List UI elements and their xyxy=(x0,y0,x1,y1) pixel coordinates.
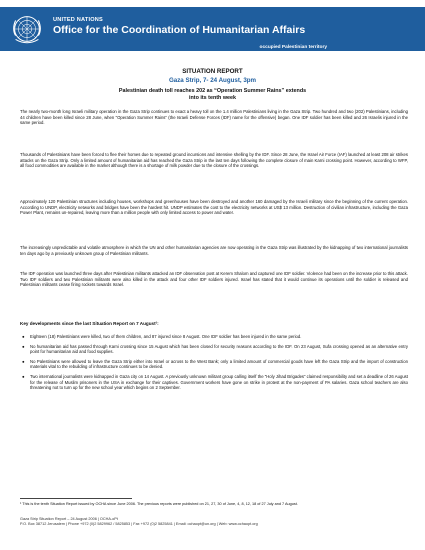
paragraph-2: Thousands of Palestinians have been forced to flee their homes due to repeated ground incursions and intensive shelling by the IDF. Since 28 June, the Israel Air Force (IAF) launched at least 208 air strikes attacks on the Gaza Strip. Only a limited amount of humanitarian aid has reached the Gaza Strip in the last ten days following the complete closure of main Karni crossing point. However, according to WFP, all food commodities are available in the market although there is a shortage of milk powder due to the closure of the crossings. xyxy=(20,152,408,169)
org-name: UNITED NATIONS xyxy=(53,17,103,23)
developments-heading: Key developments since the last Situation Report on 7 August¹: xyxy=(20,321,159,326)
header-banner xyxy=(0,7,425,51)
footnote-divider xyxy=(20,498,132,499)
list-item xyxy=(20,334,408,340)
bullet-icon: ● xyxy=(22,343,25,349)
paragraph-5: The IDF operation was launched three days after Palestinian militants attacked an IDF observation post at Kerem Shalom and captured one IDF soldier. Violence had been on the increase prior to this attack. Two IDF soldiers and two Palestinian militants were also killed in the attack and four other IDF soldiers injured. Israel has stated that it would continue its operations until the soldier is released and Palestinian militants cease firing rockets towards Israel. xyxy=(20,271,408,288)
list-item xyxy=(20,359,408,370)
office-name: Office for the Coordination of Humanitarian Affairs xyxy=(53,24,306,36)
developments-list xyxy=(20,334,408,395)
territory-name: occupied Palestinian territory xyxy=(259,45,327,50)
headline-line-1: Palestinian death toll reaches 202 as “Operation Summer Rains” extends xyxy=(118,88,307,94)
paragraph-1: The nearly two-month long Israeli military operation in the Gaza Strip continues to exact a heavy toll on the 1.4 million Palestinians living in the Gaza Strip. Two hundred and two (202) Palestinians, including 44 children have been killed since 28 June, when “Operation Summer Rains” (the Israeli Defense Forces (IDF) name for the offensive) began. One IDF soldier has been killed and 26 Israelis injured in the same period. xyxy=(20,109,408,126)
list-item-text: No Palestinians were allowed to leave the Gaza Strip either into Israel or across to the West Bank; only a limited amount of commercial goods have left the Gaza Strip and the import of construction materials vital to the rebuilding of infrastructure continues to be denied. xyxy=(30,358,408,370)
un-emblem-icon xyxy=(8,10,46,48)
report-headline xyxy=(0,88,425,101)
bullet-icon: ● xyxy=(22,358,25,364)
paragraph-4: The increasingly unpredictable and volatile atmosphere in which the UN and other humanitarian agencies are now operating in the Gaza Strip was illustrated by the kidnapping of two international journalists ten days ago by a previously unknown group of Palestinian militants. xyxy=(20,245,408,256)
page-footer xyxy=(20,517,408,527)
list-item-text: Eighteen (18) Palestinians were killed, two of them children, and 87 injured since 8 August. One IDF soldier has been injured in the same period. xyxy=(30,334,302,339)
footnote: ¹ This is the tenth Situation Report issued by OCHA since June 2006. The previous reports were published on 21, 27, 30 of June, 4, 8, 12, 18 of 27 July and 7 August. xyxy=(20,502,298,506)
bullet-icon: ● xyxy=(22,373,25,379)
list-item-text: Two international journalists were kidnapped in Gaza city on 14 August. A previously unknown militant group calling itself the “Holy Jihad Brigades” claimed responsibility and set a deadline of 26 August for the release of Muslim prisoners in the USA in exchange for their captives. Government workers have gone on strike in protest at the non-payment of PA salaries. Gaza school teachers are also threatening not to turn up for the new school year which begins on 2 September. xyxy=(30,373,408,391)
list-item-text: No humanitarian aid has passed through Karni crossing since 15 August which has been closed for security reasons according to the IDF. On 23 August, Sufa crossing opened as an alternative entry point for humanitarian aid and food supplies. xyxy=(30,343,408,355)
report-period: Gaza Strip, 7- 24 August, 3pm xyxy=(168,77,257,84)
footer-line-2: P.O. Box 38712 Jerusalem | Phone +972 (0)2 5829962 / 5825853 | Fax +972 (0)2 5825841 | Email: ochaopt@un.org | Web: www.ochaopt.org xyxy=(20,522,258,526)
list-item xyxy=(20,344,408,355)
headline-line-2: into its tenth week xyxy=(188,94,237,101)
report-title: SITUATION REPORT xyxy=(182,68,243,75)
bullet-icon: ● xyxy=(22,334,25,339)
paragraph-3: Approximately 120 Palestinian structures including houses, workshops and greenhouses have been destroyed and another 160 damaged by the Israeli military since the beginning of the current operation. According to UNDP, electricity networks and bridges have been the hardest hit. UNDP estimates the cost to the electricity networks at US$ 13 million. Destruction of civilian infrastructure, including the Gaza Power Plant, remains un-repaired, leaving more than a million people with only limited access to power and water. xyxy=(20,199,408,216)
list-item xyxy=(20,374,408,391)
footer-line-1: Gaza Strip Situation Report – 24 August 2006 | OCHA-oPt xyxy=(20,517,118,521)
